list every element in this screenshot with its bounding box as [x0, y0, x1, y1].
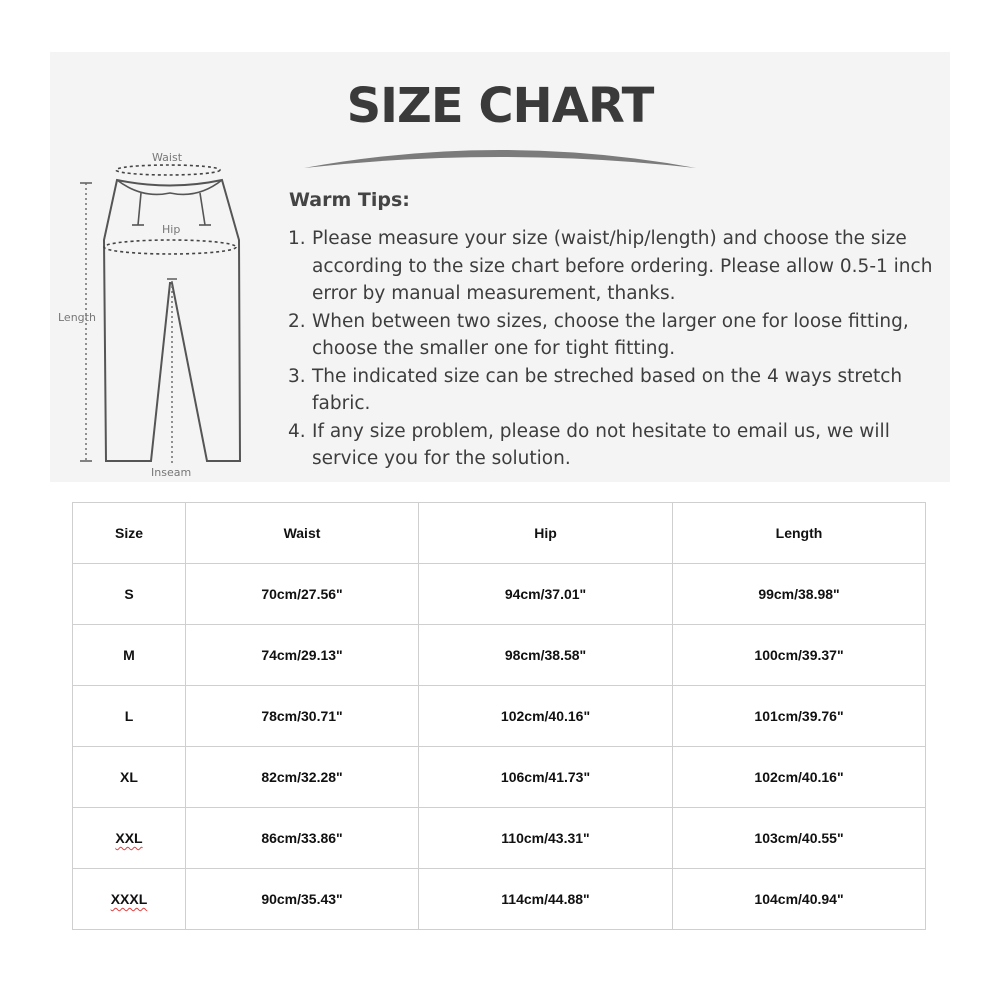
waist-cell: 82cm/32.28": [186, 747, 419, 808]
length-cell: 99cm/38.98": [673, 564, 926, 625]
table-row: [73, 808, 926, 869]
tip-number: 4.: [288, 420, 306, 442]
hip-cell: 106cm/41.73": [419, 747, 673, 808]
length-cell: 102cm/40.16": [673, 747, 926, 808]
waist-cell: 70cm/27.56": [186, 564, 419, 625]
column-header-waist: Waist: [186, 503, 419, 564]
hip-cell: 94cm/37.01": [419, 564, 673, 625]
tip-text: When between two sizes, choose the larger one for loose fitting, choose the smaller one for tight fitting.: [312, 310, 909, 359]
size-label: XXL: [115, 830, 143, 846]
tip-text: If any size problem, please do not hesitate to email us, we will service you for the solution.: [312, 420, 890, 469]
table-row: [73, 625, 926, 686]
waist-cell: 86cm/33.86": [186, 808, 419, 869]
tip-text: Please measure your size (waist/hip/length) and choose the size according to the size chart before ordering. Please allow 0.5-1 inch error by manual measurement, thanks.: [312, 228, 933, 304]
size-cell: [73, 808, 186, 869]
tip-text: The indicated size can be streched based on the 4 ways stretch fabric.: [312, 365, 903, 414]
tip-item: [288, 418, 938, 473]
pants-measurement-diagram: [52, 145, 292, 485]
length-label: Length: [58, 311, 96, 324]
tip-item: [288, 308, 938, 363]
waist-label: Waist: [152, 151, 183, 164]
tip-number: 2.: [288, 310, 306, 332]
tip-number: 3.: [288, 365, 306, 387]
tip-number: 1.: [288, 228, 306, 249]
inseam-label: Inseam: [151, 466, 192, 479]
length-cell: 100cm/39.37": [673, 625, 926, 686]
waist-cell: 74cm/29.13": [186, 625, 419, 686]
tip-item: [288, 363, 938, 418]
length-cell: 104cm/40.94": [673, 869, 926, 930]
size-cell: XL: [73, 747, 186, 808]
tip-item: [288, 225, 938, 308]
size-cell: [73, 869, 186, 930]
size-table: [72, 502, 926, 930]
tips-heading: Warm Tips:: [289, 189, 410, 211]
hip-cell: 98cm/38.58": [419, 625, 673, 686]
waist-cell: 90cm/35.43": [186, 869, 419, 930]
table-row: [73, 686, 926, 747]
hip-cell: 102cm/40.16": [419, 686, 673, 747]
waist-cell: 78cm/30.71": [186, 686, 419, 747]
column-header-hip: Hip: [419, 503, 673, 564]
page-title: SIZE CHART: [346, 78, 654, 134]
hip-cell: 110cm/43.31": [419, 808, 673, 869]
size-cell: L: [73, 686, 186, 747]
table-row: [73, 869, 926, 930]
size-cell: M: [73, 625, 186, 686]
length-cell: 101cm/39.76": [673, 686, 926, 747]
size-label: XXXL: [110, 891, 148, 907]
tips-list: [288, 225, 938, 473]
length-cell: 103cm/40.55": [673, 808, 926, 869]
column-header-size: Size: [73, 503, 186, 564]
size-cell: S: [73, 564, 186, 625]
table-row: [73, 564, 926, 625]
hip-cell: 114cm/44.88": [419, 869, 673, 930]
column-header-length: Length: [673, 503, 926, 564]
title-underline-swoosh: [300, 140, 700, 176]
table-header-row: [73, 503, 926, 564]
table-row: [73, 747, 926, 808]
hip-label: Hip: [162, 223, 181, 236]
